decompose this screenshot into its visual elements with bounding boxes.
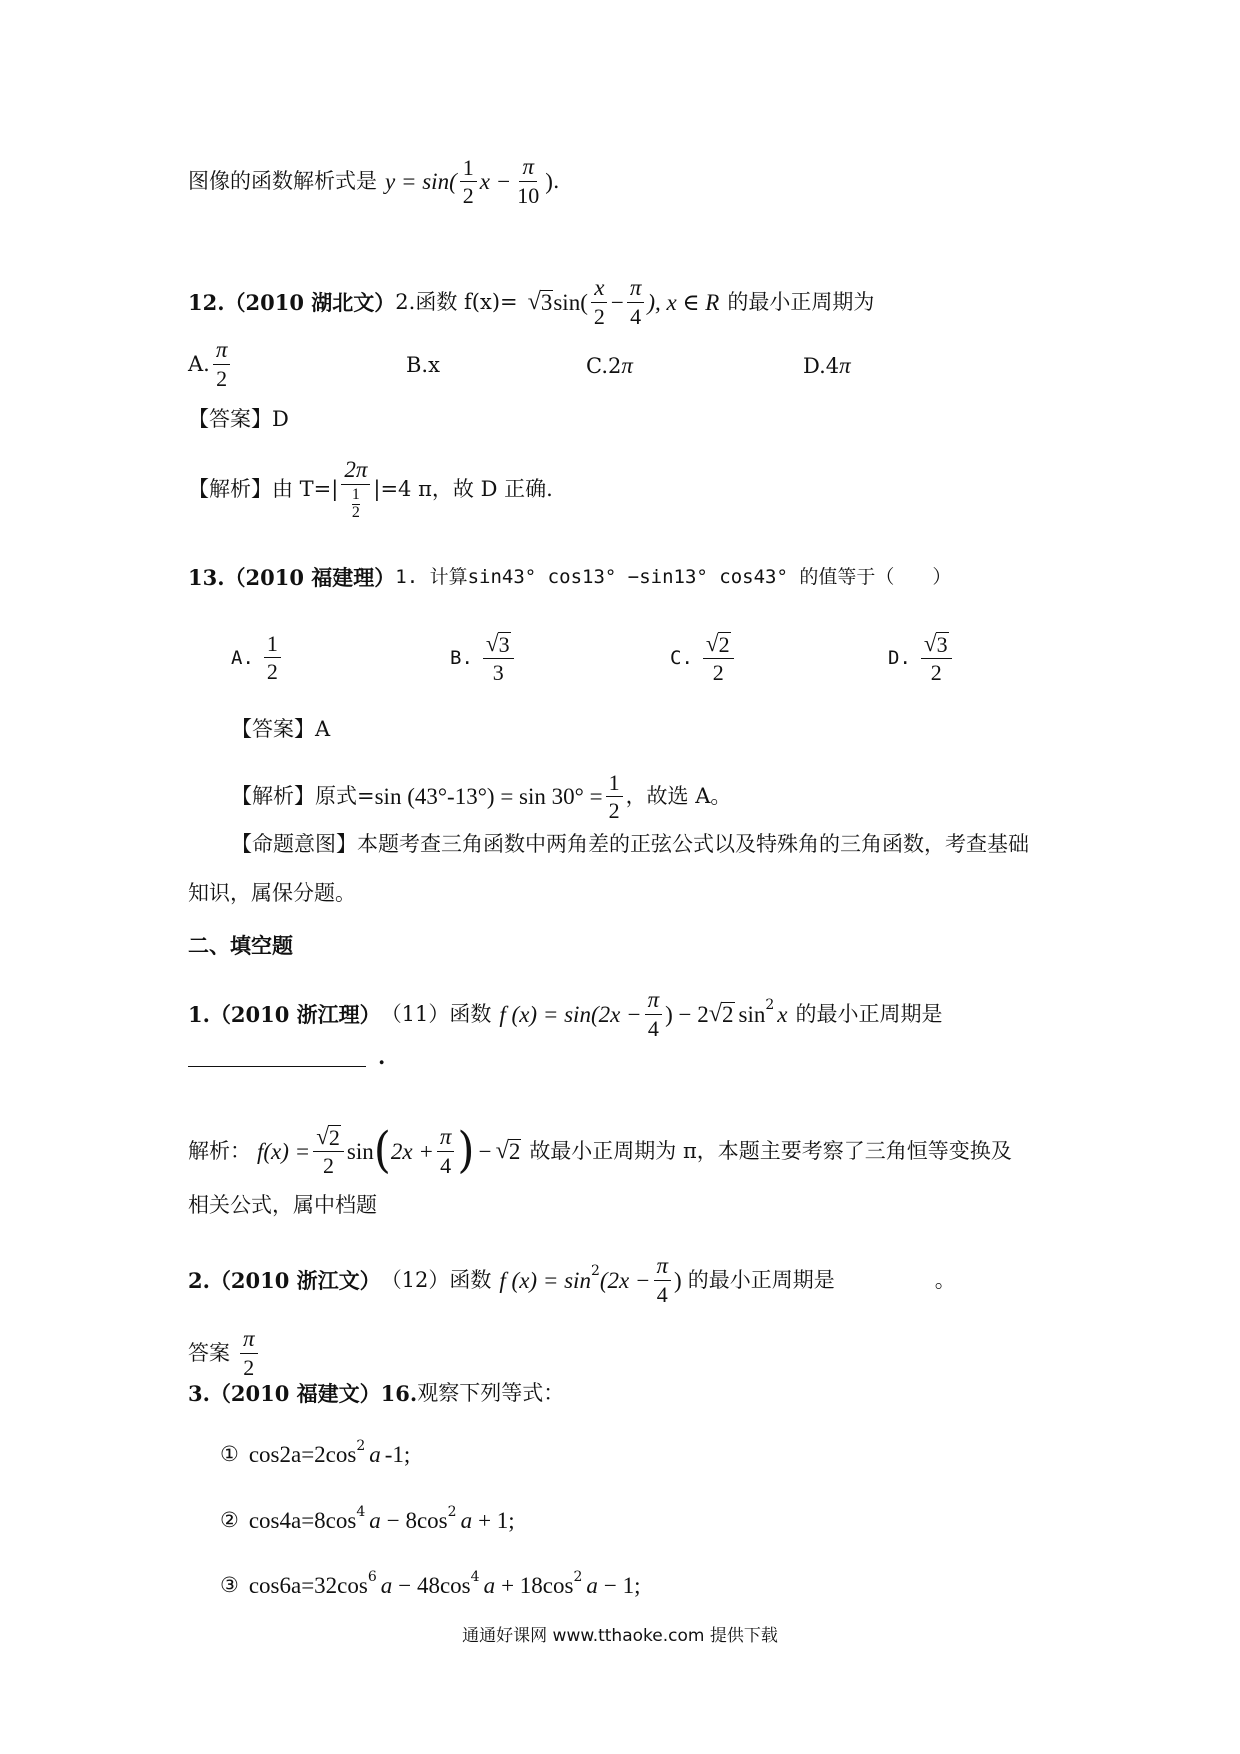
q12-answer: 【答案】D: [188, 407, 289, 431]
f1-analysis-rparen: ): [457, 1122, 475, 1179]
f2-number: 2.（2010 浙江文）: [188, 1267, 381, 1293]
section2-title: 二、填空题: [188, 933, 293, 958]
q12-option-c: C.2 π: [586, 353, 633, 378]
q12-stem-line: [188, 276, 874, 328]
f1-analysis-m1: f(x) =: [257, 1138, 311, 1164]
q13-option-a: A. $\frac{1}{2}$: [231, 632, 284, 683]
f2-math3: ): [674, 1267, 682, 1293]
q12-tail-math: ), x ∈ R: [647, 289, 720, 315]
f1-analysis-tail: 故最小正周期为 π，本题主要考察了三角恒等变换及: [529, 1138, 1012, 1163]
f1-stem: （11）函数: [380, 1001, 492, 1026]
q12-option-d: D.4 π: [803, 353, 851, 378]
q11-tail-line: [188, 155, 560, 207]
f2-tail: 的最小正周期是: [687, 1267, 835, 1292]
q12-frac-pi4: $\frac{\pi}{4}$: [627, 276, 645, 328]
f1-math3: sin: [738, 1001, 766, 1027]
f1-sup: 2: [765, 997, 775, 1014]
q13-option-d-frac: √ 3 2: [921, 632, 952, 684]
q11-formula-close: ): [545, 168, 553, 194]
f3-number: 3.（2010 福建文）16.: [188, 1381, 418, 1406]
f1-frac-pi4: $\frac{\pi}{4}$: [645, 988, 663, 1040]
q13-option-c-frac: √ 2 2: [703, 632, 734, 684]
f1-analysis-sin: sin: [346, 1138, 374, 1164]
q12-minus: −: [610, 289, 624, 315]
q12-option-a: A. $\frac{\pi}{2}$: [188, 338, 233, 390]
f2-answer-frac: $\frac{\pi}{2}$: [240, 1327, 258, 1379]
q12-sqrt3: √ 3: [527, 287, 553, 315]
f1-analysis-line2: 相关公式，属中档题: [188, 1193, 377, 1217]
q12-analysis-suffix: |=4 π，故 D 正确.: [373, 477, 553, 502]
q12-number: 12.（2010 湖北文）: [188, 289, 396, 315]
q12-analysis-prefix: 【解析】由 T=|: [188, 477, 339, 502]
f1-analysis-frac: √ 2 2: [313, 1125, 344, 1177]
f2-stem-line: [188, 1254, 956, 1306]
f1-analysis-m3: 2x +: [390, 1138, 434, 1164]
q11-formula-prefix: y = sin(: [385, 168, 457, 194]
q13-option-a-frac: $\frac{1}{2}$: [264, 632, 281, 683]
f1-sqrt2: √ 2: [708, 999, 734, 1027]
q12-analysis-line: [188, 458, 553, 522]
q12-frac-x2: $\frac{x}{2}$: [591, 276, 608, 328]
page-footer: 通通好课网 www.tthaoke.com 提供下载: [462, 1626, 778, 1646]
f1-analysis-line: [188, 1122, 1012, 1179]
q13-stem-line: [188, 567, 951, 588]
q13-option-d: D. √ 3 2: [888, 632, 955, 684]
q13-option-b-frac: √ 3 3: [483, 632, 514, 684]
q13-option-c: C. √ 2 2: [670, 632, 737, 684]
q11-frac-half: $\frac{1}{2}$: [460, 156, 477, 207]
q13-analysis-frac: $\frac{1}{2}$: [606, 771, 623, 822]
q13-stem: 1. 计算sin43° cos13° −sin13° cos43° 的值等于（ ）: [395, 566, 952, 588]
f1-math4: x: [777, 1001, 788, 1027]
f2-stem: （12）函数: [380, 1267, 492, 1292]
f1-analysis-label: 解析：: [188, 1138, 251, 1163]
f1-analysis-lparen: (: [373, 1122, 391, 1179]
f2-end: 。: [934, 1267, 956, 1292]
q11-tail-text: 图像的函数解析式是: [188, 168, 377, 193]
f1-tail: 的最小正周期是: [795, 1001, 943, 1026]
q12-analysis-frac: 2π 1 2: [341, 458, 370, 522]
f3-eq3: ③ cos6a=32cos 6 a − 48cos 4 a + 18cos 2 a − 1;: [220, 1568, 641, 1598]
q13-intent-line1: 【命题意图】本题考查三角函数中两角差的正弦公式以及特殊角的三角函数，考查基础: [231, 832, 1029, 856]
f1-stem-line: [188, 988, 943, 1040]
f1-analysis-frac-pi4: $\frac{\pi}{4}$: [437, 1125, 455, 1177]
f2-math1: f (x) = sin: [499, 1267, 591, 1293]
f3-eq1: ① cos2a=2cos 2 a -1;: [220, 1437, 411, 1467]
q12-option-a-frac: $\frac{\pi}{2}$: [213, 338, 231, 390]
q11-formula-end: .: [552, 168, 560, 193]
f3-stem: 观察下列等式：: [417, 1381, 565, 1405]
f1-math1: f (x) = sin(2x −: [499, 1001, 642, 1027]
q12-tail-text: 的最小正周期为: [727, 289, 875, 314]
f1-number: 1.（2010 浙江理）: [188, 1001, 381, 1027]
f1-analysis-sqrt2: √ 2: [495, 1136, 521, 1164]
f2-sup: 2: [590, 1263, 600, 1280]
q11-frac-pi10: $\frac{\pi}{10}$: [517, 154, 540, 209]
f2-answer-line: [188, 1327, 261, 1379]
q13-intent-line2: 知识，属保分题。: [188, 881, 356, 905]
f3-stem-line: [188, 1383, 564, 1404]
q13-analysis-prefix: 【解析】原式=: [231, 784, 375, 809]
q13-analysis-suffix: ，故选 A。: [625, 784, 732, 809]
f1-math2: ) − 2: [665, 1001, 709, 1027]
f3-eq2: ② cos4a=8cos 4 a − 8cos 2 a + 1;: [220, 1503, 515, 1533]
q12-option-b: B.x: [406, 353, 440, 377]
q13-number: 13.（2010 福建理）: [188, 565, 396, 590]
q13-option-b: B. √ 3 3: [450, 632, 517, 684]
q13-analysis-line: [231, 771, 731, 822]
q12-sin: sin(: [553, 289, 588, 315]
q12-stem: 2.函数 f(x)=: [395, 289, 518, 314]
f2-answer-label: 答案: [188, 1340, 230, 1365]
q11-formula-mid: x −: [479, 168, 512, 194]
f2-frac-pi4: $\frac{\pi}{4}$: [654, 1254, 672, 1306]
f2-math2: (2x −: [599, 1267, 651, 1293]
q13-answer: 【答案】A: [231, 717, 331, 741]
q13-analysis-math: sin (43°-13°) = sin 30° =: [374, 784, 603, 810]
f1-blank-line: .: [188, 1046, 385, 1067]
f1-analysis-minus: −: [478, 1138, 492, 1164]
f1-answer-blank[interactable]: [188, 1046, 366, 1067]
